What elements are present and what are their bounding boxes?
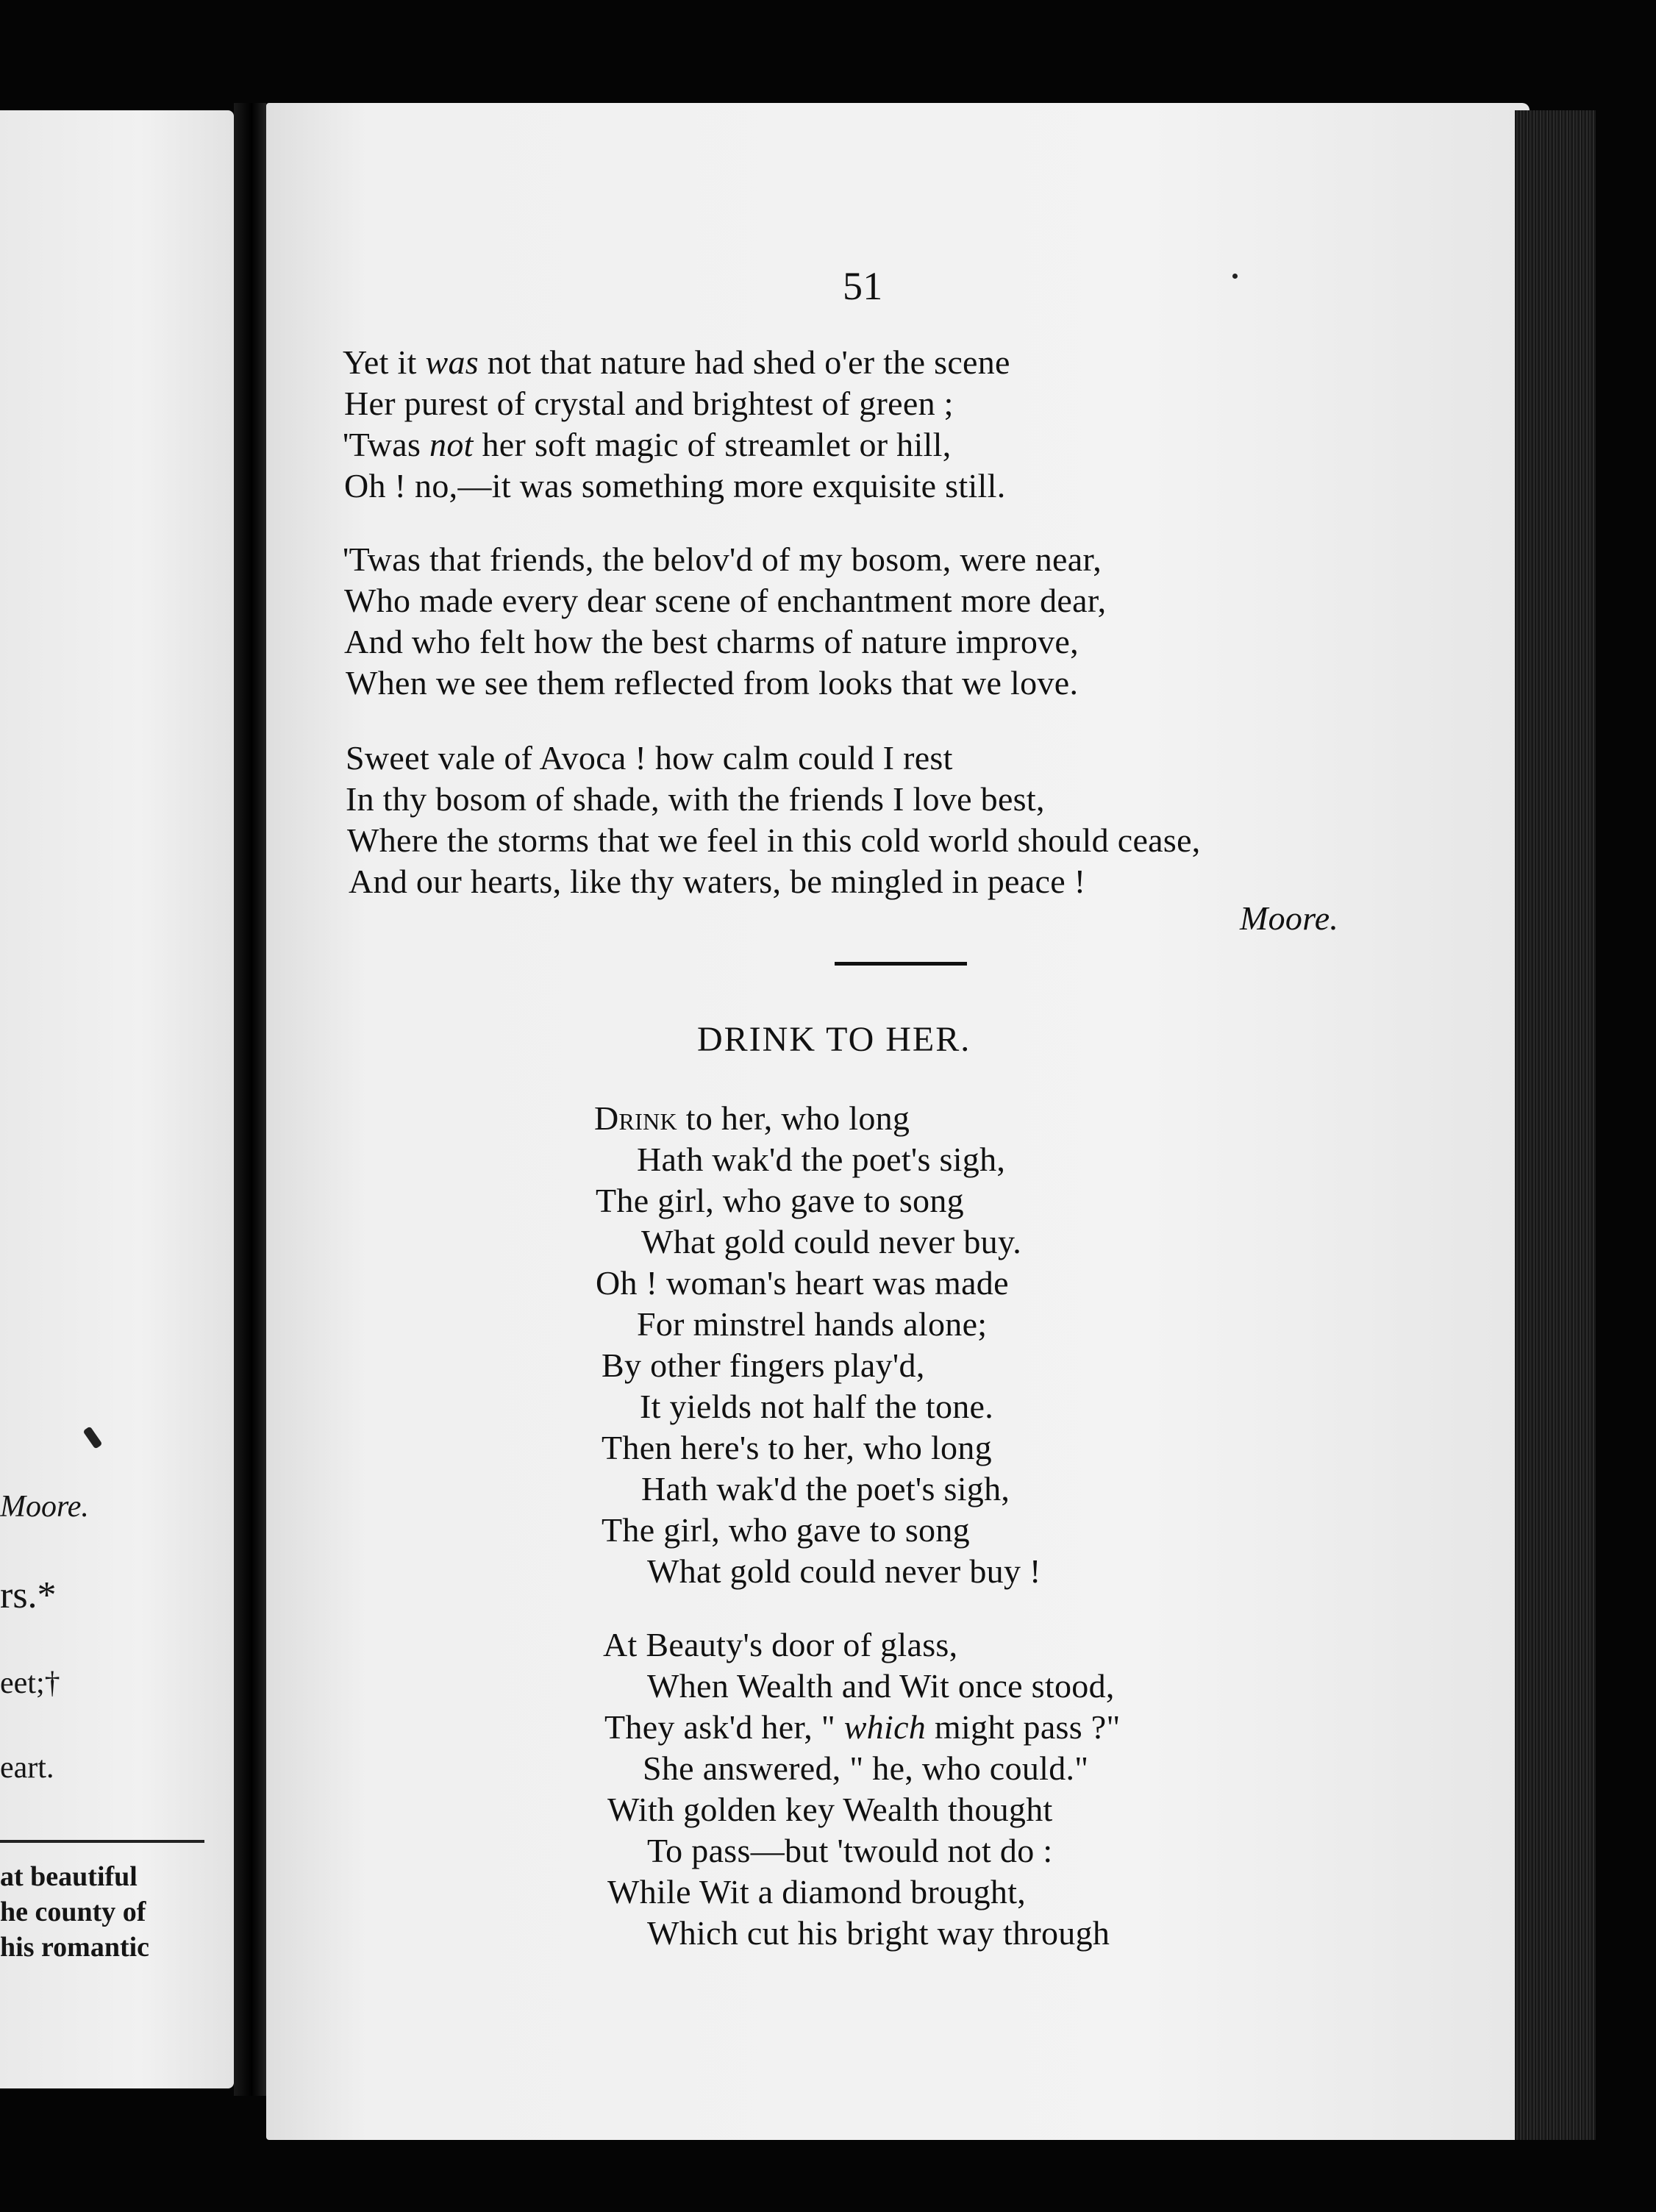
page-number: 51 [843, 264, 883, 308]
book-gutter [234, 103, 266, 2096]
poem-line: In thy bosom of shade, with the friends I love best, [346, 780, 1045, 818]
left-line-2: eart. [0, 1751, 54, 1785]
poem-line-rest: to her, who long [677, 1099, 910, 1137]
left-footnote-rule [0, 1840, 204, 1843]
poem-line: Hath wak'd the poet's sigh, [637, 1141, 1006, 1178]
poem-line: Yet it was not that nature had shed o'er the scene [343, 343, 1010, 381]
poem-line: What gold could never buy ! [647, 1552, 1041, 1590]
poem-line: Oh ! no,—it was something more exquisite still. [344, 467, 1006, 504]
poem-line: When Wealth and Wit once stood, [647, 1667, 1115, 1705]
poem-line: It yields not half the tone. [640, 1388, 994, 1425]
poem-line: They ask'd her, " which might pass ?" [604, 1708, 1121, 1746]
poem-line: 'Twas that friends, the belov'd of my bosom, were near, [343, 540, 1102, 578]
poem-line: By other fingers play'd, [602, 1346, 925, 1384]
poem-title: DRINK TO HER. [697, 1020, 971, 1059]
poem-line: And who felt how the best charms of nature improve, [344, 623, 1079, 660]
drop-word: Drink [594, 1099, 677, 1137]
poem-line: Who made every dear scene of enchantment more dear, [344, 582, 1107, 619]
poem-line: The girl, who gave to song [596, 1182, 964, 1219]
poem-attribution: Moore. [1240, 899, 1339, 937]
previous-page-fragment [0, 110, 234, 2088]
poem-line: To pass—but 'twould not do : [647, 1832, 1053, 1869]
poem-line: At Beauty's door of glass, [603, 1626, 958, 1663]
poem-line: What gold could never buy. [641, 1223, 1022, 1260]
left-title-fragment: rs.* [0, 1574, 57, 1616]
poem-line [594, 1099, 910, 1138]
left-attribution: Moore. [0, 1490, 89, 1524]
poem-line: Hath wak'd the poet's sigh, [641, 1470, 1010, 1508]
left-footnote-line-2: he county of [0, 1897, 146, 1927]
poem-line: Which cut his bright way through [647, 1914, 1110, 1952]
poem-line: With golden key Wealth thought [607, 1791, 1053, 1828]
ink-mark [82, 1426, 102, 1449]
left-footnote-line-1: at beautiful [0, 1861, 138, 1892]
speck [1232, 274, 1238, 279]
poem-line: Where the storms that we feel in this cold world should cease, [347, 821, 1201, 859]
poem-line: Sweet vale of Avoca ! how calm could I rest [346, 739, 953, 777]
poem-line: She answered, " he, who could." [643, 1749, 1089, 1787]
poem-line: When we see them reflected from looks that we love. [346, 664, 1079, 702]
poem-line: The girl, who gave to song [602, 1511, 970, 1549]
section-divider [835, 962, 967, 966]
poem-line: Then here's to her, who long [602, 1429, 992, 1466]
poem-line: And our hearts, like thy waters, be mingled in peace ! [349, 863, 1086, 900]
left-footnote-line-3: his romantic [0, 1932, 150, 1963]
left-line-1: eet;† [0, 1666, 60, 1700]
poem-line: Her purest of crystal and brightest of green ; [344, 385, 954, 422]
poem-line: While Wit a diamond brought, [607, 1873, 1027, 1910]
poem-line: Oh ! woman's heart was made [596, 1264, 1009, 1302]
page-edges [1515, 110, 1596, 2140]
poem-line: For minstrel hands alone; [637, 1305, 988, 1343]
poem-line: 'Twas not her soft magic of streamlet or hill, [343, 426, 952, 463]
